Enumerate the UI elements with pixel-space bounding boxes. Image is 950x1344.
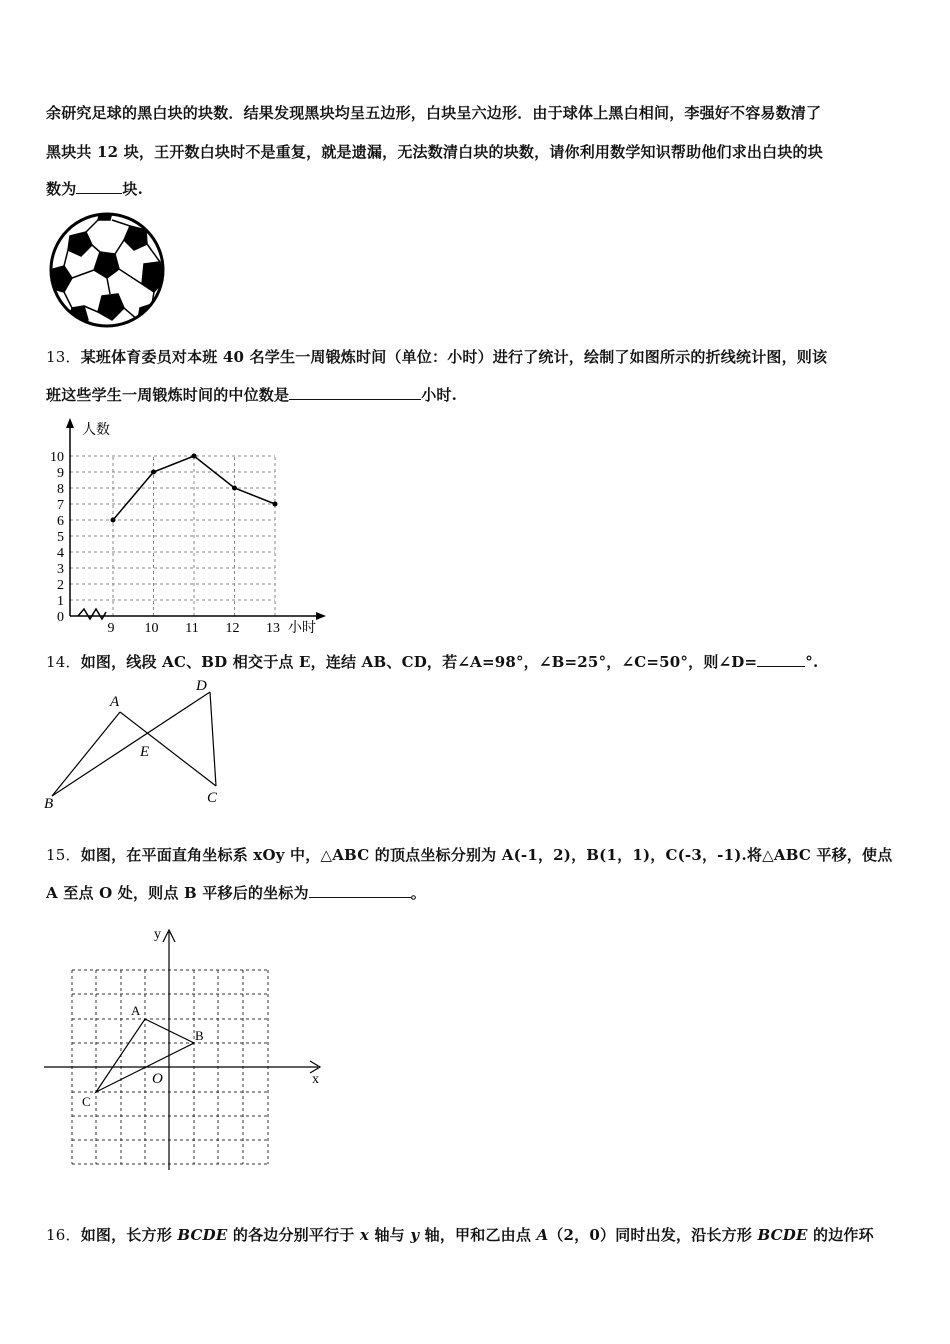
y-axis-label: 人数 bbox=[82, 423, 110, 438]
y-tick-label: 3 bbox=[57, 562, 64, 577]
label-b: B bbox=[44, 796, 54, 812]
line-chart bbox=[48, 416, 328, 638]
answer-blank[interactable] bbox=[289, 385, 421, 400]
data-point bbox=[151, 470, 156, 475]
axis-break bbox=[78, 609, 106, 619]
q13-line-1: 13．某班体育委员对本班 40 名学生一周锻炼时间（单位：小时）进行了统计，绘制了如图所示的折线统计图，则该 bbox=[46, 348, 828, 366]
label-a: A bbox=[110, 694, 120, 710]
label-d: D bbox=[196, 678, 207, 694]
answer-blank[interactable] bbox=[757, 652, 805, 667]
y-tick-label: 4 bbox=[57, 546, 64, 561]
y-tick-label: 8 bbox=[57, 482, 64, 497]
q12-line-3: 数为 块. bbox=[46, 180, 144, 198]
y-tick-label: 1 bbox=[57, 594, 64, 609]
label-b: B bbox=[195, 1028, 204, 1043]
label-c: C bbox=[82, 1094, 91, 1109]
y-axis-arrow bbox=[66, 418, 74, 428]
chart-ticks bbox=[50, 450, 280, 636]
label-y: y bbox=[154, 927, 161, 942]
y-tick-label: 7 bbox=[57, 498, 64, 513]
segment-bd bbox=[52, 692, 210, 796]
q16-line-1: 16．如图，长方形 BCDE 的各边分别平行于 x 轴与 y 轴，甲和乙由点 A（2，0）同时出发，沿长方形 BCDE 的边作环 bbox=[46, 1226, 874, 1244]
y-tick-label: 10 bbox=[50, 450, 64, 465]
x-tick-label: 13 bbox=[266, 621, 280, 636]
x-axis-arrow bbox=[316, 612, 326, 620]
y-tick-label: 2 bbox=[57, 578, 64, 593]
q12-line-2: 黑块共 12 块，王开数白块时不是重复，就是遗漏，无法数清白块的块数，请你利用数学知识帮助他们求出白块的块 bbox=[46, 143, 823, 161]
data-point bbox=[232, 486, 237, 491]
data-point bbox=[273, 502, 278, 507]
data-point bbox=[192, 454, 197, 459]
data-point bbox=[111, 518, 116, 523]
q14-number: 14． bbox=[46, 653, 81, 671]
label-x: x bbox=[312, 1072, 319, 1087]
label-a: A bbox=[131, 1003, 141, 1018]
q15-line-2: A 至点 O 处，则点 B 平移后的坐标为 。 bbox=[46, 884, 426, 902]
q15-number: 15． bbox=[46, 846, 81, 864]
y-tick-label: 5 bbox=[57, 530, 64, 545]
y-tick-label: 6 bbox=[57, 514, 64, 529]
q13-number: 13． bbox=[46, 348, 81, 366]
answer-blank[interactable] bbox=[309, 883, 411, 898]
label-e: E bbox=[140, 744, 150, 760]
q16-number: 16． bbox=[46, 1226, 81, 1244]
coordinate-grid-figure bbox=[44, 926, 324, 1170]
label-o: O bbox=[152, 1071, 163, 1087]
x-tick-label: 9 bbox=[107, 621, 115, 636]
q12-line-1: 余研究足球的黑白块的块数．结果发现黑块均呈五边形，白块呈六边形．由于球体上黑白相间，李强好不容易数清了 bbox=[46, 104, 822, 122]
y-tick-label: 9 bbox=[57, 466, 64, 481]
chart-grid bbox=[70, 456, 275, 616]
soccer-ball-figure bbox=[48, 212, 166, 328]
q13-line-2: 班这些学生一周锻炼时间的中位数是 小时. bbox=[46, 386, 458, 404]
q15-line-1: 15．如图，在平面直角坐标系 xOy 中，△ABC 的顶点坐标分别为 A(-1，2)，B(1，1)，C(-3，-1).将△ABC 平移，使点 bbox=[46, 846, 893, 864]
answer-blank[interactable] bbox=[76, 179, 122, 194]
chart-axes bbox=[66, 418, 326, 620]
geometry-figure-q14 bbox=[44, 678, 234, 812]
x-tick-label: 10 bbox=[144, 621, 159, 636]
segment-ac bbox=[120, 712, 216, 786]
segment-ab bbox=[52, 712, 120, 796]
segment-dc bbox=[210, 692, 216, 786]
x-axis-label: 小时 bbox=[288, 621, 316, 636]
y-tick-label: 0 bbox=[57, 610, 64, 625]
label-c: C bbox=[207, 790, 218, 806]
x-tick-label: 11 bbox=[185, 621, 199, 636]
x-tick-label: 12 bbox=[225, 621, 240, 636]
q14-line-1: 14．如图，线段 AC、BD 相交于点 E，连结 AB、CD，若∠A=98°，∠B=25°，∠C=50°，则∠D= °. bbox=[46, 653, 819, 671]
